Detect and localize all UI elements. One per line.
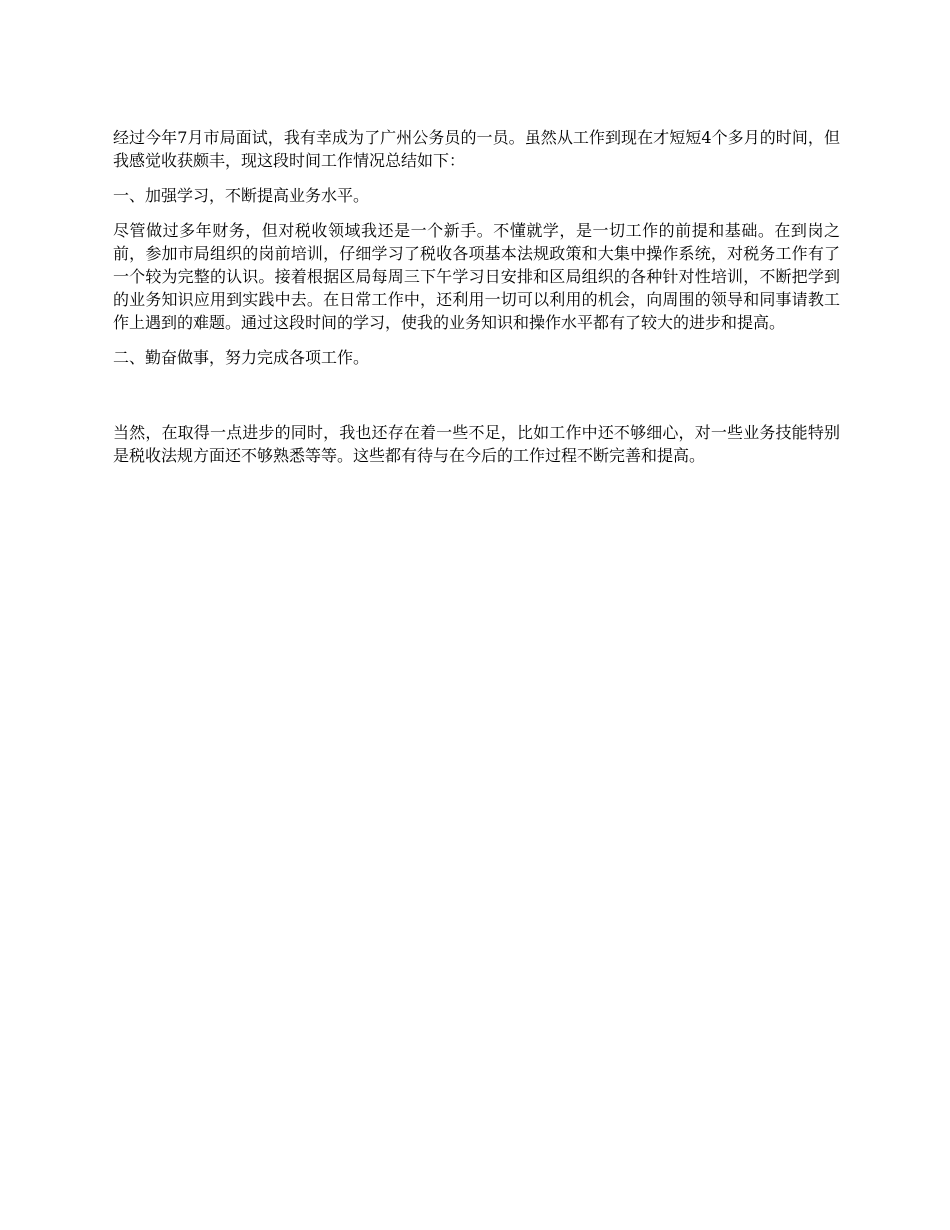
document-body bbox=[113, 126, 840, 479]
blank-space bbox=[113, 381, 840, 421]
section-heading-study: 一、加强学习，不断提高业务水平。 bbox=[113, 186, 370, 205]
intro-paragraph: 经过今年7月市局面试，我有幸成为了广州公务员的一员。虽然从工作到现在才短短4个多月的时间，但我感觉收获颇丰，现这段时间工作情况总结如下： bbox=[113, 128, 840, 170]
section-heading-work: 二、勤奋做事，努力完成各项工作。 bbox=[113, 348, 370, 367]
study-paragraph: 尽管做过多年财务，但对税收领域我还是一个新手。不懂就学，是一切工作的前提和基础。在到岗之前，参加市局组织的岗前培训，仔细学习了税收各项基本法规政策和大集中操作系统，对税务工作有了一个较为完整的认识。接着根据区局每周三下午学习日安排和区局组织的各种针对性培训，不断把学到的业务知识应用到实践中去。在日常工作中，还利用一切可以利用的机会，向周围的领导和同事请教工作上遇到的难题。通过这段时间的学习，使我的业务知识和操作水平都有了较大的进步和提高。 bbox=[113, 221, 840, 332]
conclusion-paragraph: 当然，在取得一点进步的同时，我也还存在着一些不足，比如工作中还不够细心，对一些业务技能特别是税收法规方面还不够熟悉等等。这些都有待与在今后的工作过程不断完善和提高。 bbox=[113, 423, 840, 465]
